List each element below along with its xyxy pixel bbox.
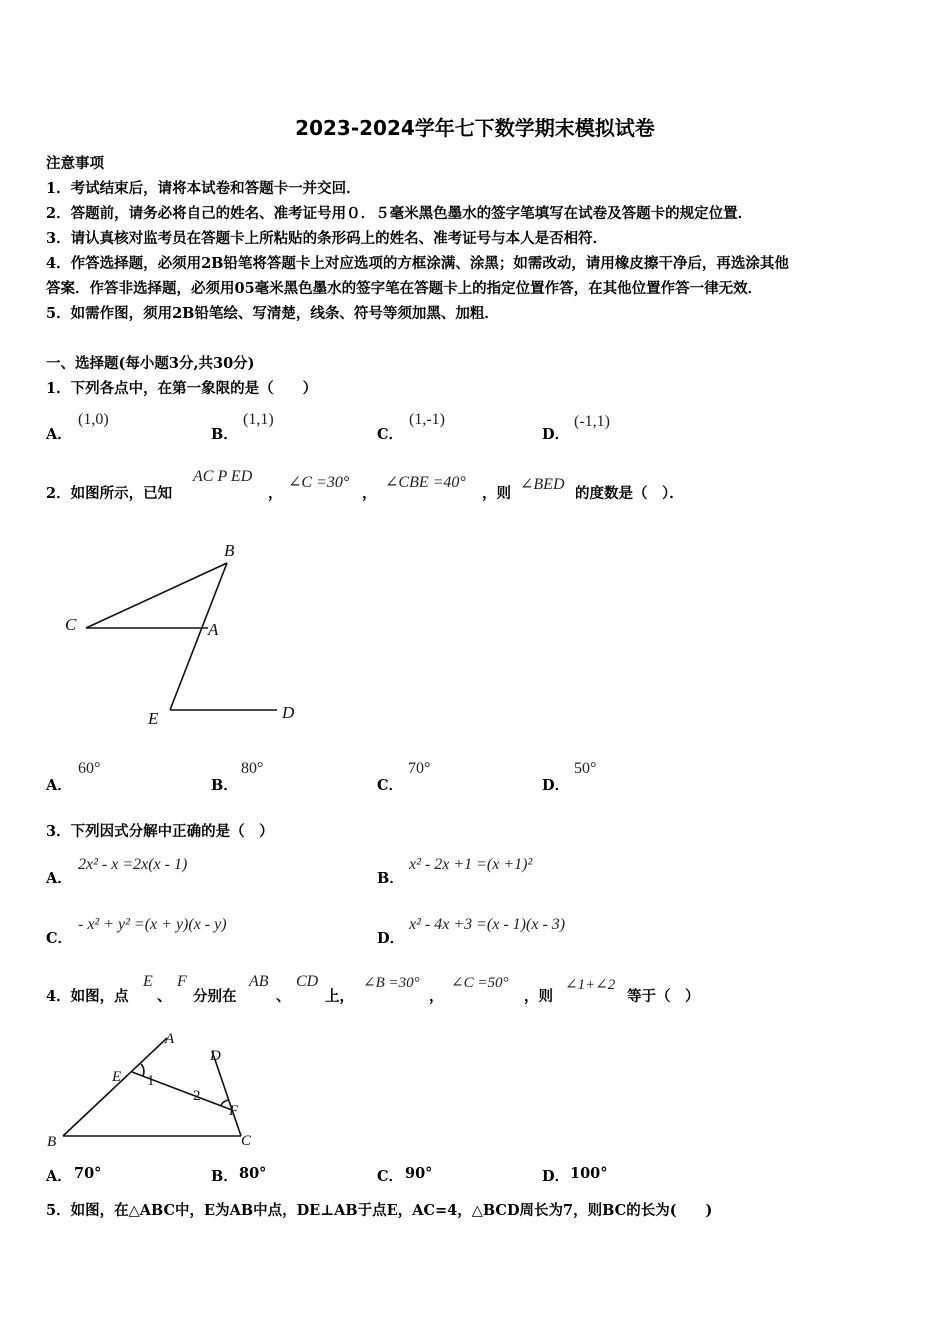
q4-arc-2: [221, 1100, 229, 1105]
q4-label-1: 1: [147, 1073, 155, 1089]
q1-label-d: D．: [542, 426, 570, 443]
q4-label-d: D: [210, 1048, 221, 1064]
q4-arc-1: [141, 1064, 144, 1076]
q4-sep-2: 、: [276, 988, 291, 1005]
q2-label-d: D: [282, 703, 295, 722]
q2-stem-b: ，则: [482, 485, 511, 502]
notice-item-1: 1．考试结束后，请将本试卷和答题卡一并交回．: [46, 180, 361, 197]
q3-option-b: x² ‐ 2x +1 =(x +1)²: [409, 856, 533, 873]
q3-label-a: A．: [46, 870, 72, 887]
q1-stem: 1．下列各点中，在第一象限的是（ ）: [46, 380, 318, 397]
q4-math-ab: AB: [249, 973, 269, 990]
q1-label-a: A．: [46, 426, 72, 443]
q2-sep-2: ，: [362, 485, 377, 502]
section-heading: 一、选择题(每小题3分,共30分): [46, 355, 255, 372]
page-title: 2023-2024学年七下数学期末模拟试卷: [295, 116, 655, 140]
q4-option-a: 70°: [74, 1165, 102, 1182]
q4-option-c: 90°: [405, 1165, 433, 1182]
q2-label-c-opt: C．: [377, 777, 404, 794]
q2-math-angle-c: ∠C =30°: [288, 474, 350, 491]
q2-figure: [55, 535, 315, 735]
q4-stem-e: 等于（ ）: [627, 988, 700, 1005]
q3-option-c: ‐ x² + y² =(x + y)(x ‐ y): [78, 916, 227, 933]
notice-item-4-cont: 答案．作答非选择题，必须用05毫米黑色墨水的签字笔在答题卡上的指定位置作答，在其他位置作答一律无效．: [46, 280, 763, 297]
q2-stem-a: 2．如图所示，已知: [46, 485, 173, 502]
q1-option-c: (1,‐1): [409, 411, 445, 428]
q4-math-cd: CD: [296, 973, 319, 990]
q4-label-f: F: [229, 1103, 239, 1119]
q2-option-a: 60°: [78, 760, 101, 777]
q4-label-c-opt: C．: [377, 1168, 404, 1185]
notice-item-3: 3．请认真核对监考员在答题卡上所粘贴的条形码上的姓名、准考证号与本人是否相符．: [46, 230, 608, 247]
q3-option-d: x² ‐ 4x +3 =(x ‐ 1)(x ‐ 3): [409, 916, 566, 933]
q4-stem-c: 上，: [325, 988, 354, 1005]
q2-label-a: A: [208, 620, 219, 639]
q4-sep-1: 、: [157, 988, 172, 1005]
q4-label-a: A: [165, 1031, 175, 1047]
q4-label-b: B: [47, 1134, 57, 1150]
q2-label-c: C: [65, 615, 77, 634]
q2-label-b-opt: B．: [211, 777, 238, 794]
q2-math-angle-bed: ∠BED: [520, 476, 565, 493]
q4-math-angle-c: ∠C =50°: [451, 975, 509, 991]
q4-sep-3: ，: [429, 988, 444, 1005]
q4-label-c: C: [241, 1133, 252, 1149]
q4-label-e: E: [112, 1069, 122, 1085]
q4-stem-b: 分别在: [193, 988, 237, 1005]
q3-option-a: 2x² ‐ x =2x(x ‐ 1): [78, 856, 188, 873]
q4-stem-d: ，则: [524, 988, 553, 1005]
notice-item-2: 2．答题前，请务必将自己的姓名、准考证号用０．５毫米黑色墨水的签字笔填写在试卷及答题卡的规定位置．: [46, 205, 753, 222]
q1-option-a: (1,0): [78, 411, 109, 428]
q5-stem: 5．如图，在△ABC中，E为AB中点，DE⊥AB于点E，AC=4，△BCD周长为7，则BC的长为( ): [46, 1202, 713, 1219]
q2-math-parallel: AC P ED: [193, 468, 253, 485]
q3-stem: 3．下列因式分解中正确的是（ ）: [46, 823, 274, 840]
q2-label-a-opt: A．: [46, 777, 72, 794]
q2-label-d-opt: D．: [542, 777, 570, 794]
q4-math-e: E: [143, 973, 153, 990]
q4-label-2: 2: [193, 1088, 201, 1104]
q4-label-a-opt: A．: [46, 1168, 72, 1185]
q1-label-b: B．: [211, 426, 238, 443]
q2-option-b: 80°: [241, 760, 264, 777]
q2-sep-1: ，: [268, 485, 283, 502]
q2-option-d: 50°: [574, 760, 597, 777]
notice-item-4: 4．作答选择题，必须用2B铅笔将答题卡上对应选项的方框涂满、涂黑；如需改动，请用橡皮擦干净后，再选涂其他: [46, 255, 789, 272]
q3-label-c: C．: [46, 930, 73, 947]
q4-math-sum: ∠1+∠2: [565, 977, 616, 993]
q3-label-b: B．: [377, 870, 404, 887]
q1-option-d: (‐1,1): [574, 413, 610, 430]
q2-label-e: E: [148, 709, 159, 728]
q2-math-angle-cbe: ∠CBE =40°: [385, 474, 466, 491]
q4-stem-a: 4．如图，点: [46, 988, 129, 1005]
q2-stem-c: 的度数是（ ）．: [575, 485, 684, 502]
q4-option-b: 80°: [239, 1165, 267, 1182]
q4-math-f: F: [177, 973, 187, 990]
q4-label-b-opt: B．: [211, 1168, 238, 1185]
q2-label-b: B: [224, 541, 235, 560]
q4-figure: [45, 1025, 270, 1150]
q1-option-b: (1,1): [243, 411, 274, 428]
q4-math-angle-b: ∠B =30°: [363, 975, 420, 991]
q2-option-c: 70°: [408, 760, 431, 777]
q4-label-d-opt: D．: [542, 1168, 570, 1185]
q3-label-d: D．: [377, 930, 405, 947]
q4-option-d: 100°: [570, 1165, 608, 1182]
notice-heading: 注意事项: [46, 155, 104, 172]
notice-item-5: 5．如需作图，须用2B铅笔绘、写清楚，线条、符号等须加黑、加粗．: [46, 305, 499, 322]
q1-label-c: C．: [377, 426, 404, 443]
